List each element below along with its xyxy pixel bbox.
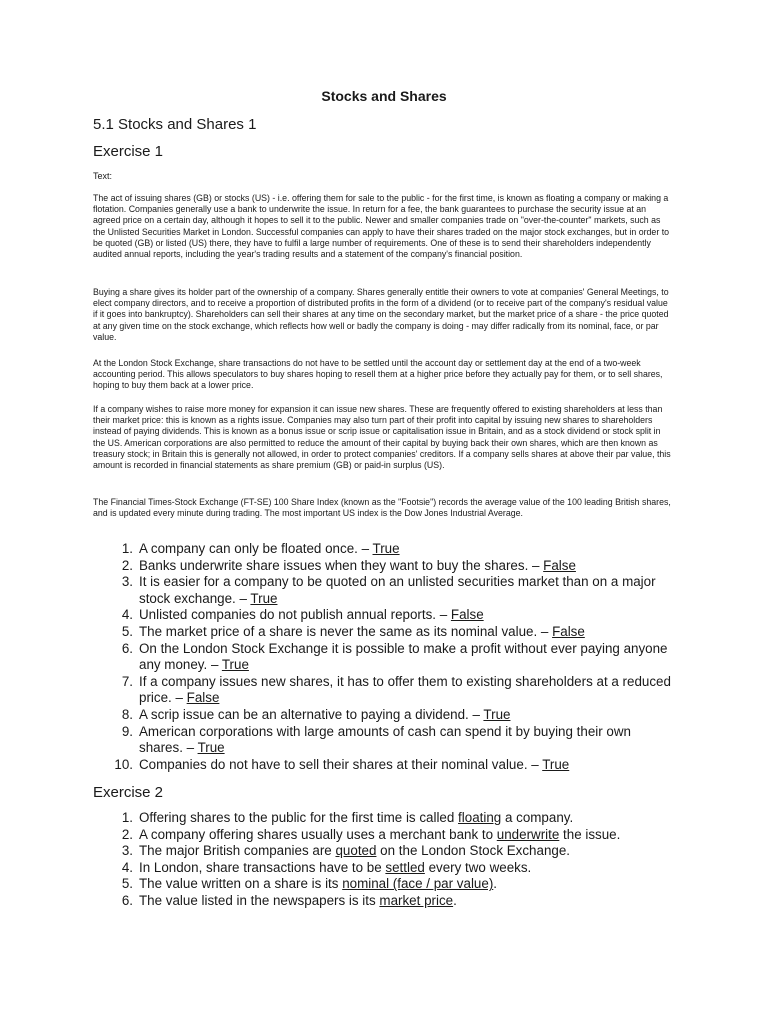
answer: True (250, 590, 278, 606)
item-text-before: In London, share transactions have to be (139, 859, 386, 875)
item-text-before: A company offering shares usually uses a merchant bank to (139, 826, 497, 842)
item-text-before: Offering shares to the public for the first time is called (139, 810, 459, 825)
item-text-after: the issue. (559, 826, 621, 842)
question-text: Banks underwrite share issues when they want to buy the shares. – (139, 557, 544, 573)
item-number: 4. (121, 859, 133, 875)
item-text-after: a company. (501, 810, 574, 825)
list-item (93, 876, 673, 893)
item-text-after: . (493, 876, 498, 892)
question-text: Unlisted companies do not publish annual reports. – (139, 607, 451, 623)
item-number: 5. (121, 623, 133, 639)
answer: floating (458, 810, 502, 825)
item-number: 1. (121, 810, 133, 825)
answer: False (552, 623, 585, 639)
answer: False (543, 557, 576, 573)
question-text: Companies do not have to sell their shares at their nominal value. – (139, 756, 543, 772)
question-text: A company can only be floated once. – (139, 541, 373, 556)
paragraph: If a company wishes to raise more money for expansion it can issue new shares. These are frequently offered to existing shareholders at less than their market price: this is known as a rights issue. Companies may also turn part of their profit into capital by issuing new shares to shareholders instead of paying dividends. This is known as a bonus issue or scrip issue or capitalisation issue in Britain, and as a stock dividend or stock split in the US. American corporations are also permitted to reduce the amount of their capital by buying back their own shares, which are then known as treasury stock; in Britain this is generally not allowed, in order to protect companies' creditors. If a company sells shares at above their par value, this amount is recorded in financial statements as share premium (GB) or paid-in surplus (US). (93, 404, 671, 471)
answer: True (221, 657, 249, 673)
text-label: Text: (93, 171, 113, 181)
item-text-after: . (453, 892, 457, 908)
exercise-1-heading: Exercise 1 (93, 143, 164, 160)
item-number: 1. (121, 541, 133, 556)
item-number: 10. (114, 756, 133, 772)
question-text: American corporations with large amounts of cash can spend it by buying their own shares. – (139, 723, 631, 756)
paragraph: Buying a share gives its holder part of the ownership of a company. Shares generally entitle their owners to vote at companies' General Meetings, to elect company directors, and to receive a proportion of distributed profits in the form of a dividend (or to receive part of the company's residual value if it goes into bankruptcy). Shareholders can sell their shares at any time on the secondary market, but the market price of a share - the price quoted at any given time on the stock exchange, which reflects how well or badly the company is doing - may differ radically from its nominal, face, or par value. (93, 287, 669, 342)
answer: True (197, 740, 225, 756)
item-number: 2. (121, 826, 133, 842)
list-item (93, 641, 673, 674)
answer: True (483, 706, 511, 722)
item-text-after: on the London Stock Exchange. (376, 843, 571, 859)
list-item (93, 541, 673, 558)
list-item (93, 724, 673, 757)
list-item (93, 827, 673, 844)
question-text: It is easier for a company to be quoted on an unlisted securities market than on a major stock exchange. – (139, 574, 656, 606)
list-item (93, 674, 673, 707)
item-number: 7. (121, 673, 133, 689)
item-number: 8. (121, 706, 133, 722)
answer: market price (379, 892, 454, 908)
item-text-after: every two weeks. (424, 859, 532, 875)
paragraph: At the London Stock Exchange, share transactions do not have to be settled until the account day or settlement day at the end of a two-week accounting period. This allows speculators to buy shares hoping to resell them at a higher price before they actually pay for them, or to sell shares, hoping to buy them back at a lower price. (93, 358, 663, 391)
exercise-2-items (93, 810, 673, 910)
answer: quoted (335, 843, 377, 859)
question-text: The market price of a share is never the same as its nominal value. – (139, 623, 553, 639)
question-text: If a company issues new shares, it has to offer them to existing shareholders at a reduced price. – (139, 673, 671, 706)
item-number: 9. (121, 723, 133, 739)
answer: True (372, 541, 400, 556)
item-number: 3. (121, 574, 133, 590)
list-item (93, 860, 673, 877)
item-number: 6. (121, 640, 133, 656)
question-text: On the London Stock Exchange it is possible to make a profit without ever paying anyone any money. – (139, 640, 668, 673)
list-item (93, 574, 673, 607)
item-number: 5. (121, 876, 133, 892)
exercise-1-questions (93, 541, 673, 773)
item-text-before: The major British companies are (139, 843, 336, 859)
page-title: Stocks and Shares (321, 88, 447, 104)
paragraph: The Financial Times-Stock Exchange (FT-SE) 100 Share Index (known as the "Footsie") records the average value of the 100 leading British shares, and is updated every minute during trading. The most important US index is the Dow Jones Industrial Average. (93, 497, 671, 519)
item-number: 2. (121, 557, 133, 573)
item-text-before: The value written on a share is its (139, 876, 343, 892)
answer: settled (385, 859, 425, 875)
list-item (93, 757, 673, 774)
list-item (93, 707, 673, 724)
list-item (93, 810, 673, 827)
section-heading: 5.1 Stocks and Shares 1 (93, 116, 257, 133)
item-number: 3. (121, 843, 133, 859)
answer: False (186, 690, 220, 706)
list-item (93, 893, 673, 910)
list-item (93, 624, 673, 641)
answer: False (450, 607, 484, 623)
question-text: A scrip issue can be an alternative to paying a dividend. – (139, 706, 484, 722)
exercise-2-heading: Exercise 2 (93, 784, 164, 801)
list-item (93, 843, 673, 860)
item-text-before: The value listed in the newspapers is its (139, 892, 380, 908)
list-item (93, 607, 673, 624)
answer: True (542, 756, 570, 772)
list-item (93, 558, 673, 575)
item-number: 4. (121, 607, 133, 623)
answer: nominal (face / par value) (342, 876, 494, 892)
answer: underwrite (496, 826, 560, 842)
item-number: 6. (121, 892, 133, 908)
paragraph: The act of issuing shares (GB) or stocks (US) - i.e. offering them for sale to the public - for the first time, is known as floating a company or making a flotation. Companies generally use a bank to underwrite the issue. In return for a fee, the bank guarantees to purchase the security issue at an agreed price on a certain day, although it hopes to sell it to the public. Newer and smaller companies trade on "over-the-counter" markets, such as the Unlisted Securities Market in London. Successful companies can apply to have their shares traded on the major stock exchanges, but in order to be quoted (GB) or listed (US) there, they have to fulfil a large number of requirements. One of these is to send their shareholders independently audited annual reports, including the year's trading results and a statement of the company's financial position. (93, 193, 670, 260)
